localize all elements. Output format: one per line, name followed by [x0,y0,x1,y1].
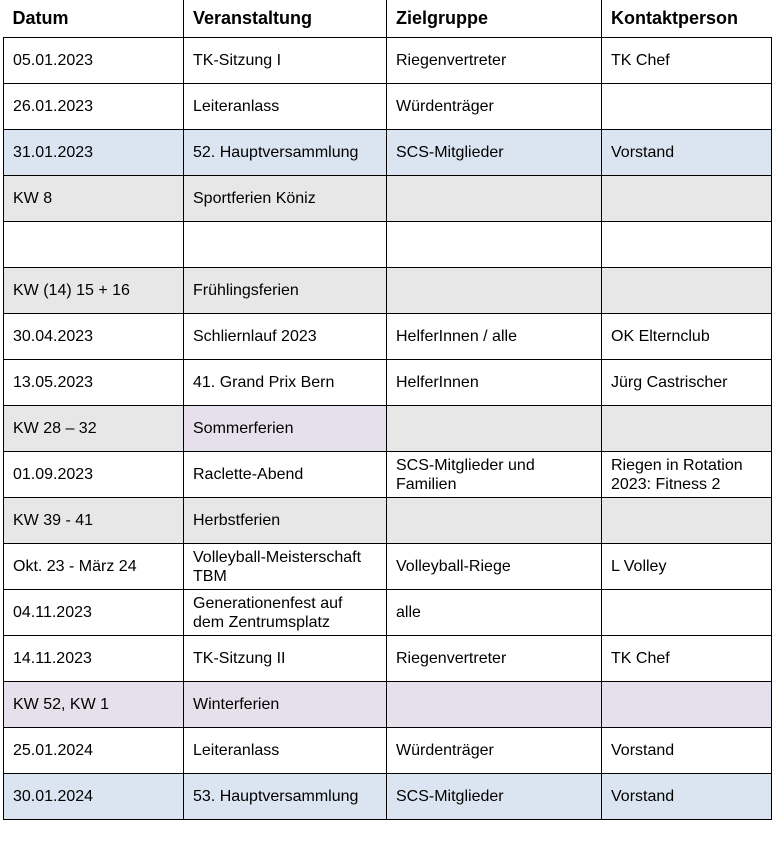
cell-audience: SCS-Mitglieder und Familien [387,452,602,498]
table-row [4,682,772,728]
table-row [4,544,772,590]
cell-audience: Volleyball-Riege [387,544,602,590]
event-calendar-table [3,0,772,820]
cell-event: Generationenfest auf dem Zentrumsplatz [184,590,387,636]
cell-date: 13.05.2023 [4,360,184,406]
cell-event: TK-Sitzung II [184,636,387,682]
cell-contact: Jürg Castrischer [602,360,772,406]
cell-date: KW 8 [4,176,184,222]
cell-event: Raclette-Abend [184,452,387,498]
cell-contact [602,682,772,728]
cell-audience [387,682,602,728]
cell-contact [602,268,772,314]
cell-audience [387,498,602,544]
cell-contact [602,406,772,452]
cell-event [184,222,387,268]
cell-event: Leiteranlass [184,84,387,130]
header-contact: Kontaktperson [602,0,772,38]
cell-audience [387,268,602,314]
cell-audience: Würdenträger [387,84,602,130]
cell-event: TK-Sitzung I [184,38,387,84]
cell-event: 53. Hauptversammlung [184,774,387,820]
cell-audience: HelferInnen / alle [387,314,602,360]
cell-date: KW 39 - 41 [4,498,184,544]
table-row-empty [4,222,772,268]
cell-contact [602,590,772,636]
cell-event: 41. Grand Prix Bern [184,360,387,406]
cell-contact: OK Elternclub [602,314,772,360]
cell-event: Sommerferien [184,406,387,452]
table-row [4,84,772,130]
cell-contact: Riegen in Rotation 2023: Fitness 2 [602,452,772,498]
cell-audience: SCS-Mitglieder [387,130,602,176]
table-row [4,130,772,176]
cell-audience: alle [387,590,602,636]
cell-contact [602,498,772,544]
cell-date: 31.01.2023 [4,130,184,176]
cell-date: KW (14) 15 + 16 [4,268,184,314]
cell-date: 30.04.2023 [4,314,184,360]
table-row [4,268,772,314]
cell-date: 30.01.2024 [4,774,184,820]
cell-event: Winterferien [184,682,387,728]
cell-event: 52. Hauptversammlung [184,130,387,176]
cell-audience: Würdenträger [387,728,602,774]
table-row [4,38,772,84]
cell-contact [602,176,772,222]
header-event: Veranstaltung [184,0,387,38]
cell-contact: Vorstand [602,774,772,820]
table-row [4,360,772,406]
header-audience: Zielgruppe [387,0,602,38]
table-row [4,636,772,682]
cell-date: 05.01.2023 [4,38,184,84]
cell-date: 14.11.2023 [4,636,184,682]
cell-contact: Vorstand [602,728,772,774]
cell-date: 26.01.2023 [4,84,184,130]
cell-date [4,222,184,268]
table-header-row [4,0,772,38]
cell-event: Frühlingsferien [184,268,387,314]
cell-audience [387,406,602,452]
cell-event: Herbstferien [184,498,387,544]
cell-contact: TK Chef [602,38,772,84]
table-row [4,314,772,360]
table-row [4,590,772,636]
cell-date: Okt. 23 - März 24 [4,544,184,590]
cell-event: Volleyball-Meisterschaft TBM [184,544,387,590]
cell-date: 04.11.2023 [4,590,184,636]
table-row [4,728,772,774]
table-row [4,406,772,452]
cell-date: 01.09.2023 [4,452,184,498]
cell-contact [602,84,772,130]
cell-audience: Riegenvertreter [387,38,602,84]
table-row [4,452,772,498]
header-date: Datum [4,0,184,38]
cell-audience: HelferInnen [387,360,602,406]
cell-audience [387,176,602,222]
cell-event: Leiteranlass [184,728,387,774]
cell-date: KW 52, KW 1 [4,682,184,728]
cell-contact [602,222,772,268]
cell-date: KW 28 – 32 [4,406,184,452]
cell-contact: L Volley [602,544,772,590]
cell-contact: Vorstand [602,130,772,176]
cell-event: Sportferien Köniz [184,176,387,222]
cell-audience: Riegenvertreter [387,636,602,682]
cell-date: 25.01.2024 [4,728,184,774]
cell-contact: TK Chef [602,636,772,682]
cell-audience: SCS-Mitglieder [387,774,602,820]
cell-event: Schliernlauf 2023 [184,314,387,360]
table-row [4,498,772,544]
table-row [4,176,772,222]
table-row [4,774,772,820]
cell-audience [387,222,602,268]
